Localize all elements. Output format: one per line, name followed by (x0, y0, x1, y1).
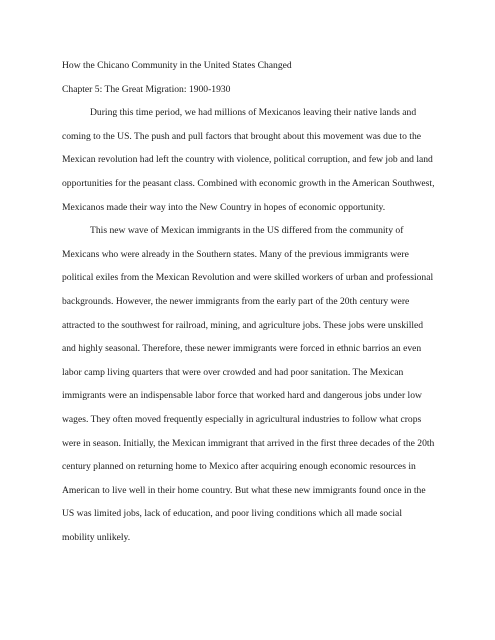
paragraph-2-line: attracted to the southwest for railroad, mining, and agriculture jobs. These jobs were unskilled (62, 319, 424, 331)
paragraph-2-line: wages. They often moved frequently especially in agricultural industries to follow what crops (62, 413, 422, 425)
paragraph-1-line: opportunities for the peasant class. Combined with economic growth in the American Southwest, (62, 177, 435, 189)
paragraph-2-line: and highly seasonal. Therefore, these newer immigrants were forced in ethnic barrios an even (62, 343, 422, 355)
paragraph-2-line: immigrants were an indispensable labor force that worked hard and dangerous jobs under low (62, 390, 422, 402)
paragraph-2 (62, 219, 438, 549)
paragraph-2-line: century planned on returning home to Mexico after acquiring enough economic resources in (62, 461, 416, 473)
paragraph-1 (62, 101, 438, 219)
paragraph-2-line: Mexicans who were already in the Southern states. Many of the previous immigrants were (62, 248, 409, 260)
paragraph-1-line: During this time period, we had millions of Mexicanos leaving their native lands and (90, 107, 417, 119)
paragraph-1-line: Mexicanos made their way into the New Country in hopes of economic opportunity. (62, 201, 386, 213)
paragraph-1-line: Mexican revolution had left the country with violence, political corruption, and few job and land (62, 154, 433, 166)
paragraph-2-line: political exiles from the Mexican Revolution and were skilled workers of urban and professional (62, 272, 434, 284)
paragraph-2-line: US was limited jobs, lack of education, and poor living conditions which all made social (62, 508, 402, 520)
paragraph-2-line: labor camp living quarters that were over crowded and had poor sanitation. The Mexican (62, 366, 404, 378)
chapter-heading: Chapter 5: The Great Migration: 1900-1930 (62, 83, 231, 95)
document-page (62, 54, 438, 549)
paragraph-2-line: backgrounds. However, the newer immigrants from the early part of the 20th century were (62, 295, 410, 307)
paragraph-2-line: American to live well in their home country. But what these new immigrants found once in the (62, 484, 426, 496)
paragraph-1-line: coming to the US. The push and pull factors that brought about this movement was due to the (62, 130, 421, 142)
document-title: How the Chicano Community in the United States Changed (62, 60, 292, 71)
paragraph-2-line: This new wave of Mexican immigrants in the US differed from the community of (90, 225, 404, 237)
paragraph-2-line: mobility unlikely. (62, 531, 131, 543)
paragraph-2-line: were in season. Initially, the Mexican immigrant that arrived in the first three decades of the 20th (62, 437, 435, 449)
